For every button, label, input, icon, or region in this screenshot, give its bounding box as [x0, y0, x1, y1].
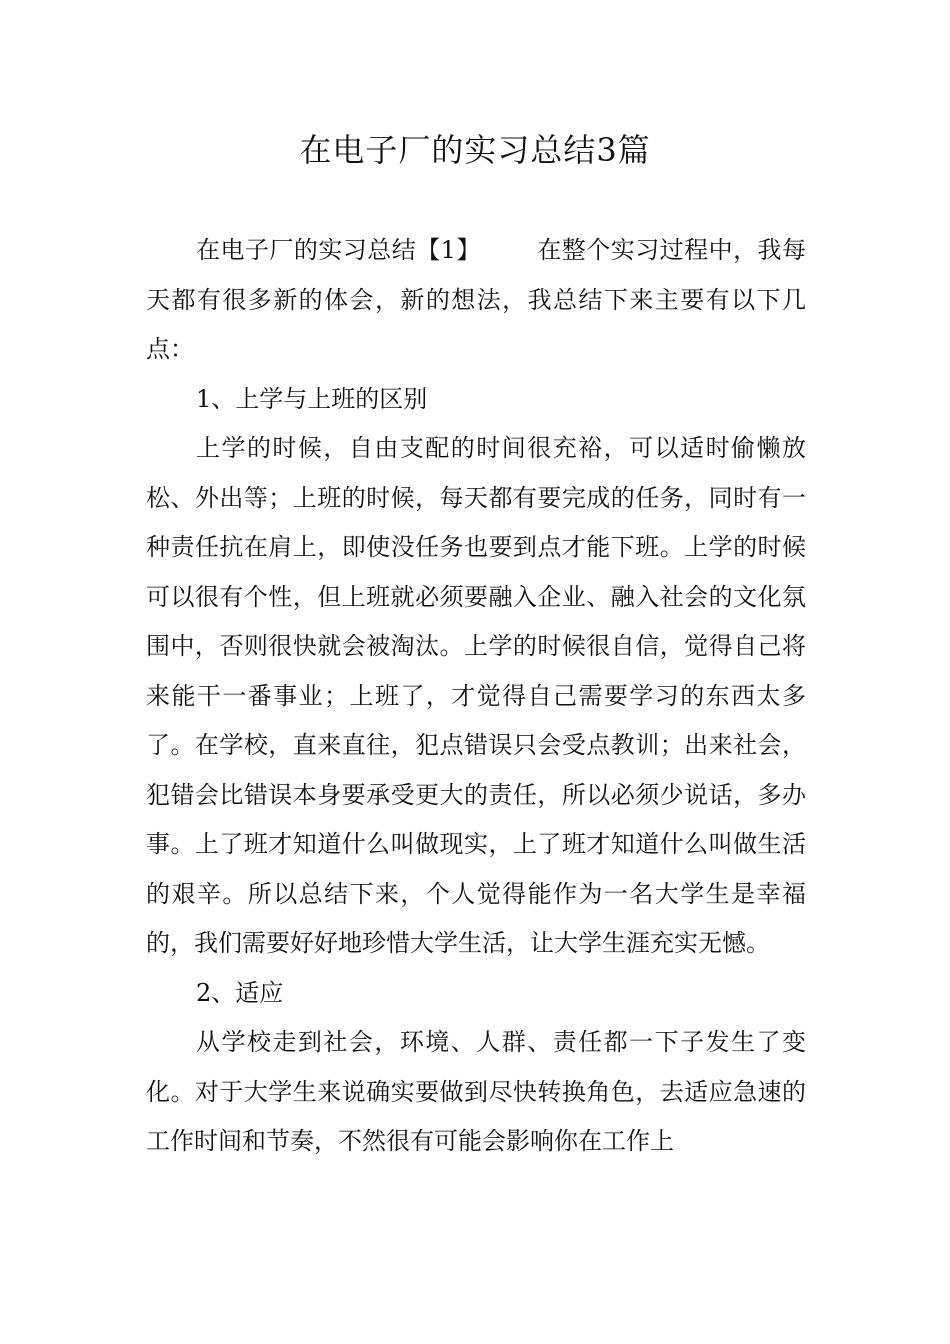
- point-2-heading: 2、适应: [196, 978, 284, 1007]
- point-1-text: 上学的时候，自由支配的时间很充裕，可以适时偷懒放松、外出等；上班的时候，每天都有要完成的任务，同时有一种责任抗在肩上，即使没任务也要到点才能下班。上学的时候可以很有个性，但上班就必须要融入企业、融入社会的文化氛围中，否则很快就会被淘汰。上学的时候很自信，觉得自己将来能干一番事业；上班了，才觉得自己需要学习的东西太多了。在学校，直来直往，犯点错误只会受点教训；出来社会，犯错会比错误本身要承受更大的责任，所以必须少说话，多办事。上了班才知道什么叫做现实，上了班才知道什么叫做生活的艰辛。所以总结下来，个人觉得能作为一名大学生是幸福的，我们需要好好地珍惜大学生活，让大学生涯充实无憾。: [146, 434, 806, 957]
- document-body: [146, 226, 806, 1167]
- document-title: 在电子厂的实习总结3篇: [299, 131, 651, 169]
- point-2-text: 从学校走到社会，环境、人群、责任都一下子发生了变化。对于大学生来说确实要做到尽快转换角色，去适应急速的工作时间和节奏，不然很有可能会影响你在工作上: [146, 1028, 806, 1155]
- section-label: 在电子厂的实习总结【1】: [196, 236, 481, 264]
- intro-text: 在整个实习过程中，我每天都有很多新的体会，新的想法，我总结下来主要有以下几点：: [146, 236, 807, 363]
- intro-paragraph: [146, 226, 806, 375]
- point-1-heading: 1、上学与上班的区别: [196, 384, 428, 413]
